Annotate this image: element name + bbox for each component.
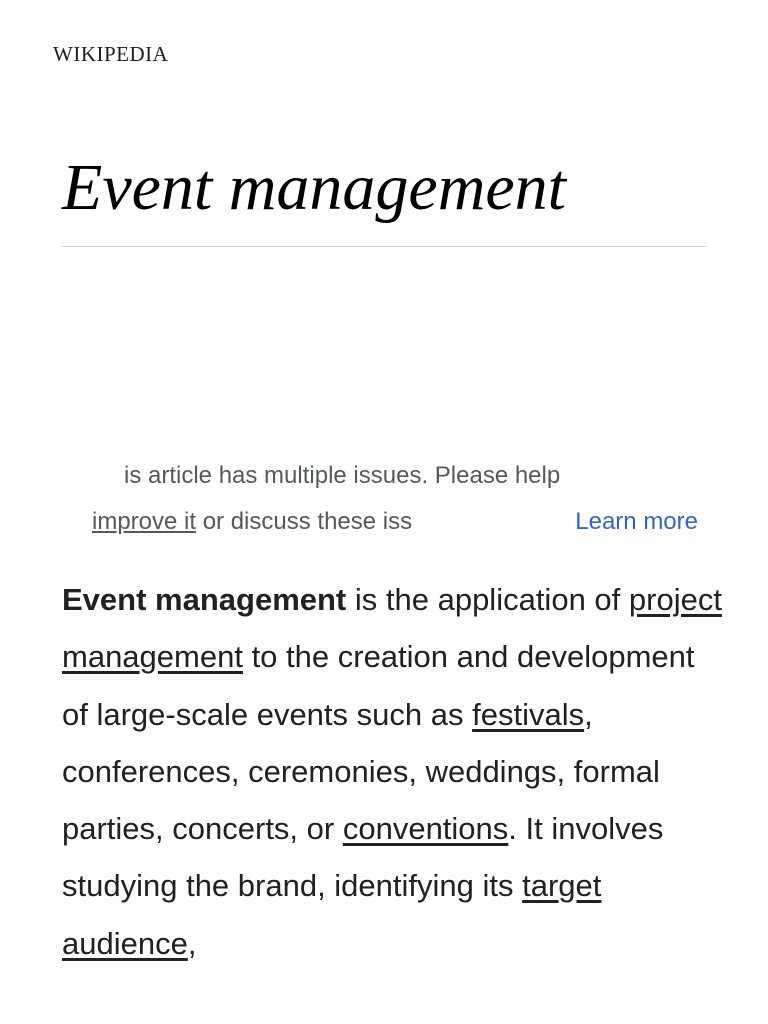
title-divider [62, 246, 706, 247]
wikipedia-wordmark[interactable] [53, 42, 168, 67]
lead-text: , conferences, ceremonies, weddings, formal parties, concerts, or [62, 696, 660, 847]
issues-notice-text-line2 [92, 506, 454, 538]
lead-text: , [187, 925, 197, 961]
lead-text: is the application of [346, 582, 629, 617]
issues-notice-text: is article has multiple issues. Please help [124, 462, 561, 489]
wordmark-text: WIKIPEDIA [53, 42, 169, 66]
festivals-link[interactable]: festivals [472, 696, 585, 732]
project-management-link[interactable]: project management [62, 582, 722, 675]
page-title: Event management [62, 151, 566, 224]
lead-text: . It involves studying the brand, identifying its [62, 811, 664, 904]
conventions-link[interactable]: conventions [342, 811, 509, 847]
article-issues-notice [62, 450, 706, 550]
issues-notice-text-rest: or discuss these iss [196, 508, 413, 535]
target-audience-link[interactable]: target audience [62, 868, 602, 961]
lead-paragraph [62, 571, 722, 972]
lead-text: to the creation and development of large-scale events such as [62, 639, 695, 732]
improve-it-link[interactable]: improve it [92, 508, 197, 535]
learn-more-link[interactable]: Learn more [575, 508, 698, 535]
lead-term: Event management [62, 582, 347, 617]
